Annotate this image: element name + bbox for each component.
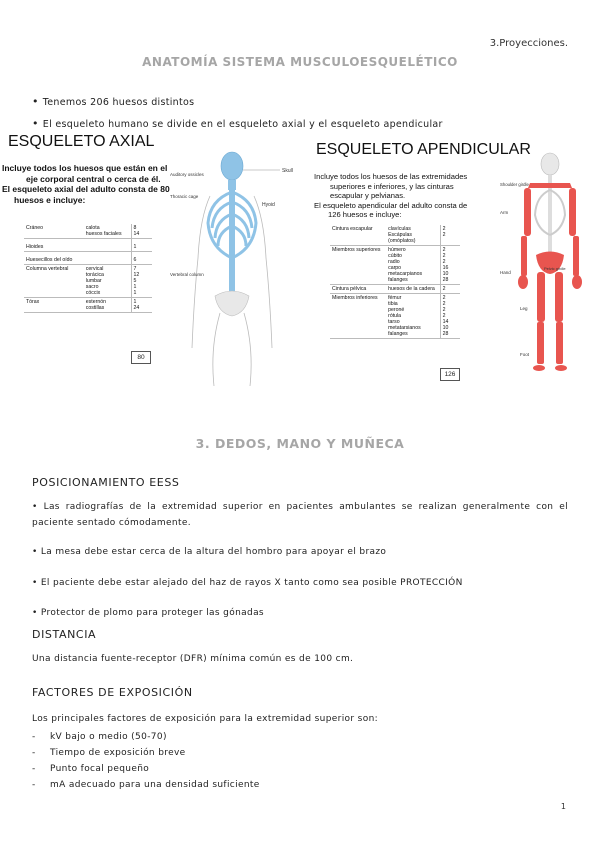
axial-description: Incluye todos los huesos que están en el eje corporal central o cerca de él. El esqueleto axial del adulto consta de 80 huesos e incluye: [2, 163, 170, 205]
table-row: Cintura escapular clavículas Escápulas (omóplatos) 2 2 [330, 225, 460, 246]
pos-bullet-1: • Las radiografías de la extremidad superior en pacientes ambulantes se realizan generalmente con el paciente sentado cómodamente. [32, 502, 568, 528]
intro-bullet-1: • Tenemos 206 huesos distintos [32, 95, 195, 108]
axial-heading: ESQUELETO AXIAL [8, 133, 155, 150]
list-item: - kV bajo o medio (50-70) [32, 732, 167, 742]
appendicular-skeleton-figure [500, 150, 590, 375]
page-title: ANATOMÍA SISTEMA MUSCULOESQUELÉTICO [142, 55, 458, 69]
table-row: Cráneo calota huesos faciales 8 14 [24, 224, 152, 239]
distancia-heading: DISTANCIA [32, 628, 97, 641]
factores-heading: FACTORES DE EXPOSICIÓN [32, 686, 193, 699]
section-title: 3. DEDOS, MANO Y MUÑECA [195, 436, 405, 451]
table-row: Huesecillos del oído 6 [24, 252, 152, 265]
appendicular-label-shoulder: Shoulder girdle [500, 182, 529, 187]
table-row: Miembros inferiores fémur tibia peroné rótula tarso metatarsianos falanges 2 2 2 2 14 10 28 [330, 294, 460, 339]
appendicular-label-arm: Arm [500, 210, 509, 215]
table-row: Columna vertebral cervical torácica lumbar sacro cóccix 7 12 5 1 1 [24, 265, 152, 298]
axial-total: 80 [131, 351, 151, 364]
posicionamiento-heading: POSICIONAMIENTO EESS [32, 476, 180, 489]
table-row: Hioides 1 [24, 239, 152, 252]
list-item: - mA adecuado para una densidad suficiente [32, 780, 260, 790]
distancia-text: Una distancia fuente-receptor (DFR) mínima común es de 100 cm. [32, 654, 354, 664]
header-section-label: 3.Proyecciones. [489, 38, 568, 49]
intro-bullet-2: • El esqueleto humano se divide en el esqueleto axial y el esqueleto apendicular [32, 117, 443, 130]
pos-bullet-2: • La mesa debe estar cerca de la altura del hombro para apoyar el brazo [32, 547, 387, 557]
table-row: Miembros superiores húmero cúbito radio carpo metacarpianos falanges 2 2 2 16 10 28 [330, 246, 460, 285]
table-row: Tórax esternón costillas 1 24 [24, 298, 152, 313]
list-item: - Tiempo de exposición breve [32, 748, 186, 758]
axial-label-hyoid: Hyoid [262, 202, 275, 208]
appendicular-description: Incluye todos los huesos de las extremidades superiores e inferiores, y las cinturas escapular y pelvianas. El esqueleto apendicular del adulto consta de 126 huesos e incluye: [314, 172, 468, 219]
page-number: 1 [560, 802, 566, 811]
axial-label-vertebral: Vertebral column [170, 272, 204, 277]
axial-label-skull: Skull [282, 168, 293, 174]
factores-intro: Los principales factores de exposición para la extremidad superior son: [32, 714, 379, 724]
appendicular-table [330, 225, 460, 339]
appendicular-label-leg: Leg [520, 306, 528, 311]
axial-label-ear: Auditory ossicles [170, 172, 204, 177]
table-row: Cintura pélvica huesos de la cadera 2 [330, 285, 460, 294]
appendicular-label-hand: Hand [500, 270, 511, 275]
axial-label-thorax: Thoracic cage [170, 194, 199, 199]
appendicular-label-foot: Foot [520, 352, 530, 357]
list-item: - Punto focal pequeño [32, 764, 150, 774]
axial-table [24, 224, 152, 313]
axial-skeleton-figure [170, 148, 295, 388]
appendicular-heading: ESQUELETO APENDICULAR [316, 141, 531, 158]
appendicular-total: 126 [440, 368, 460, 381]
appendicular-label-pelvic: Pelvic girdle [544, 266, 566, 271]
pos-bullet-3: • El paciente debe estar alejado del haz de rayos X tanto como sea posible PROTECCIÓN [32, 578, 463, 588]
pos-bullet-4: • Protector de plomo para proteger las gónadas [32, 608, 264, 618]
